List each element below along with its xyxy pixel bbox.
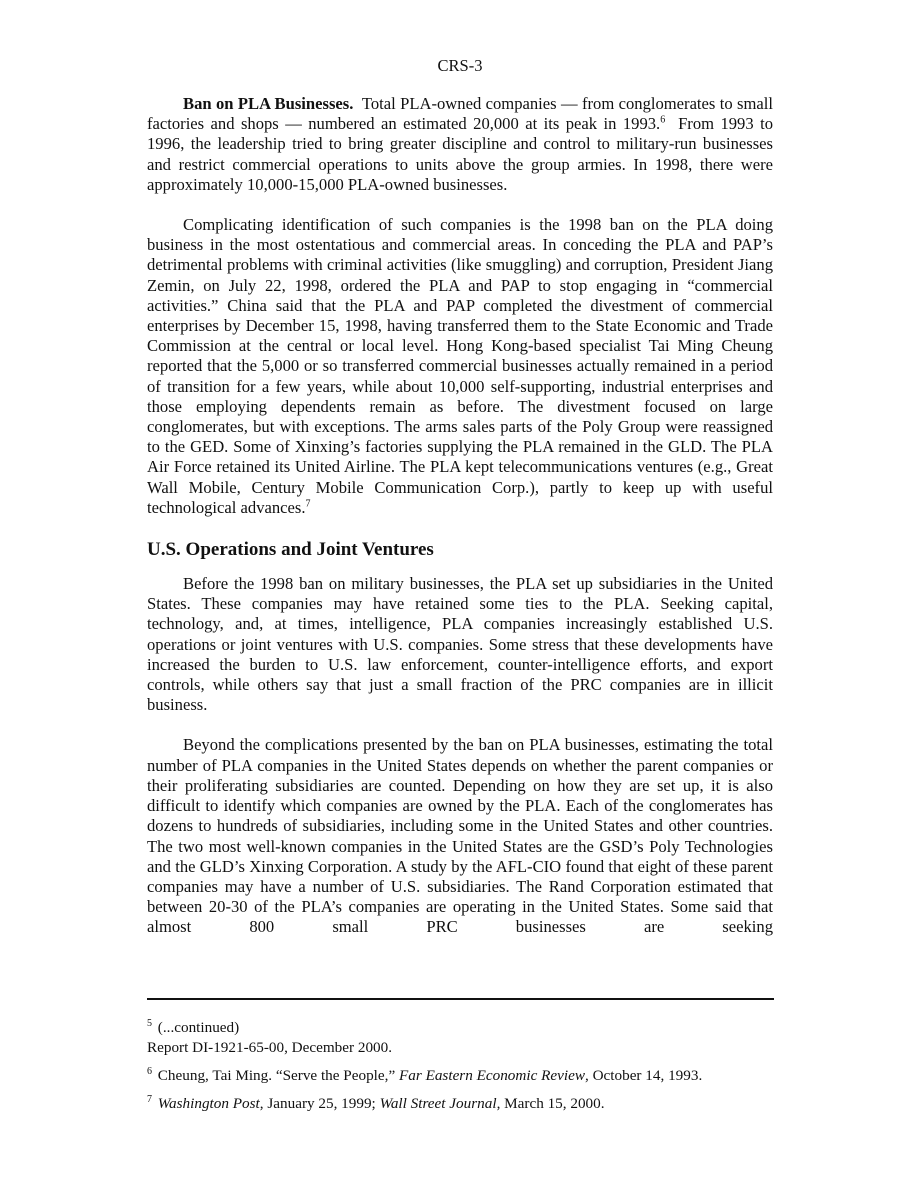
- paragraph-ban-intro: [147, 94, 773, 195]
- paragraph-text: Total PLA-owned companies — from conglomerates to small factories and shops — numbered an estimated 20,000 at its peak in 1993.: [147, 94, 773, 134]
- footnote-citation-title: Wall Street Journal: [379, 1095, 497, 1112]
- footnote-citation-title: Washington Post: [157, 1095, 260, 1112]
- footnote-text: (...continued): [157, 1019, 240, 1036]
- footnote-citation-title: Far Eastern Economic Review: [398, 1067, 585, 1084]
- footnote-5: [147, 1018, 774, 1038]
- footnote-text: , January 25, 1999;: [259, 1095, 380, 1112]
- footnote-text: , March 15, 2000.: [496, 1095, 605, 1112]
- footnotes: [147, 1018, 774, 1122]
- footnote-5-continued: [147, 1038, 774, 1058]
- run-in-heading-ban: Ban on PLA Businesses.: [183, 94, 354, 113]
- page-header: CRS-3: [437, 56, 483, 75]
- footnote-separator: [147, 998, 774, 1000]
- paragraph-text: Complicating identification of such companies is the 1998 ban on the PLA doing business in the most ostentatious and commercial areas. In conceding the PLA and PAP’s detrimental problems with criminal activities (like smuggling) and corruption, President Jiang Zemin, on July 22, 1998, ordered the PLA and PAP to stop engaging in “commercial activities.” China said that the PLA and PAP completed the divestment of commercial enterprises by December 15, 1998, having transferred them to the State Economic and Trade Commission at the central or local level. Hong Kong-based specialist Tai Ming Cheung reported that the 5,000 or so transferred commercial businesses actually remained in a period of transition for a few years, while about 10,000 self-supporting, industrial enterprises and those employing dependents remain as before. The divestment focused on large conglomerates, but with exceptions. The arms sales parts of the Poly Group were reassigned to the GED. Some of Xinxing’s factories supplying the PLA remained in the GLD. The PLA Air Force retained its United Airline. The PLA kept telecommunications ventures (e.g., Great Wall Mobile, Century Mobile Communication Corp.), partly to keep up with useful technological advances.: [147, 215, 773, 517]
- footnote-number: 7: [147, 1093, 152, 1105]
- paragraph-text: Beyond the complications presented by the ban on PLA businesses, estimating the total number of PLA companies in the United States depends on whether the parent companies or their proliferating subsidiaries are counted. Depending on how they are set up, it is also difficult to identify which companies are owned by the PLA. Each of the conglomerates has dozens to hundreds of subsidiaries, including some in the United States and other countries. The two most well-known companies in the United States are the GSD’s Poly Technologies and the GLD’s Xinxing Corporation. A study by the AFL-CIO found that eight of these parent companies may have a number of U.S. subsidiaries. The Rand Corporation estimated that between 20-30 of the PLA’s companies are operating in the United States. Some said that almost 800 small PRC businesses are seeking: [147, 735, 773, 937]
- footnote-number: 6: [147, 1065, 152, 1077]
- main-content: [147, 94, 773, 938]
- footnote-text: Cheung, Tai Ming. “Serve the People,”: [157, 1067, 399, 1084]
- paragraph-text: Before the 1998 ban on military businesses, the PLA set up subsidiaries in the United States. These companies may have retained some ties to the PLA. Seeking capital, technology, and, at times, intelligence, PLA companies increasingly established U.S. operations or joint ventures with U.S. companies. Some stress that these developments have increased the burden to U.S. law enforcement, counter-intelligence efforts, and export controls, while others say that just a small fraction of the PRC companies are in illicit business.: [147, 574, 773, 715]
- footnote-text: , October 14, 1993.: [584, 1067, 703, 1084]
- footnote-number: 5: [147, 1017, 152, 1029]
- paragraph-us-ops-intro: [147, 574, 773, 715]
- footnote-text: Report DI-1921-65-00, December 2000.: [147, 1039, 393, 1056]
- footnote-ref-7[interactable]: 7: [305, 498, 311, 510]
- paragraph-text: From 1993 to 1996, the leadership tried to bring greater discipline and control to military-run businesses and restrict commercial operations to units above the group armies. In 1998, there were approximately 10,000-15,000 PLA-owned businesses.: [147, 114, 773, 194]
- footnote-7: [147, 1094, 774, 1114]
- paragraph-ban-complicating: [147, 215, 773, 518]
- footnote-6: [147, 1066, 774, 1086]
- footnote-ref-6[interactable]: 6: [660, 114, 666, 126]
- paragraph-us-ops-estimates: [147, 735, 773, 937]
- section-heading-us-operations: U.S. Operations and Joint Ventures: [147, 539, 434, 561]
